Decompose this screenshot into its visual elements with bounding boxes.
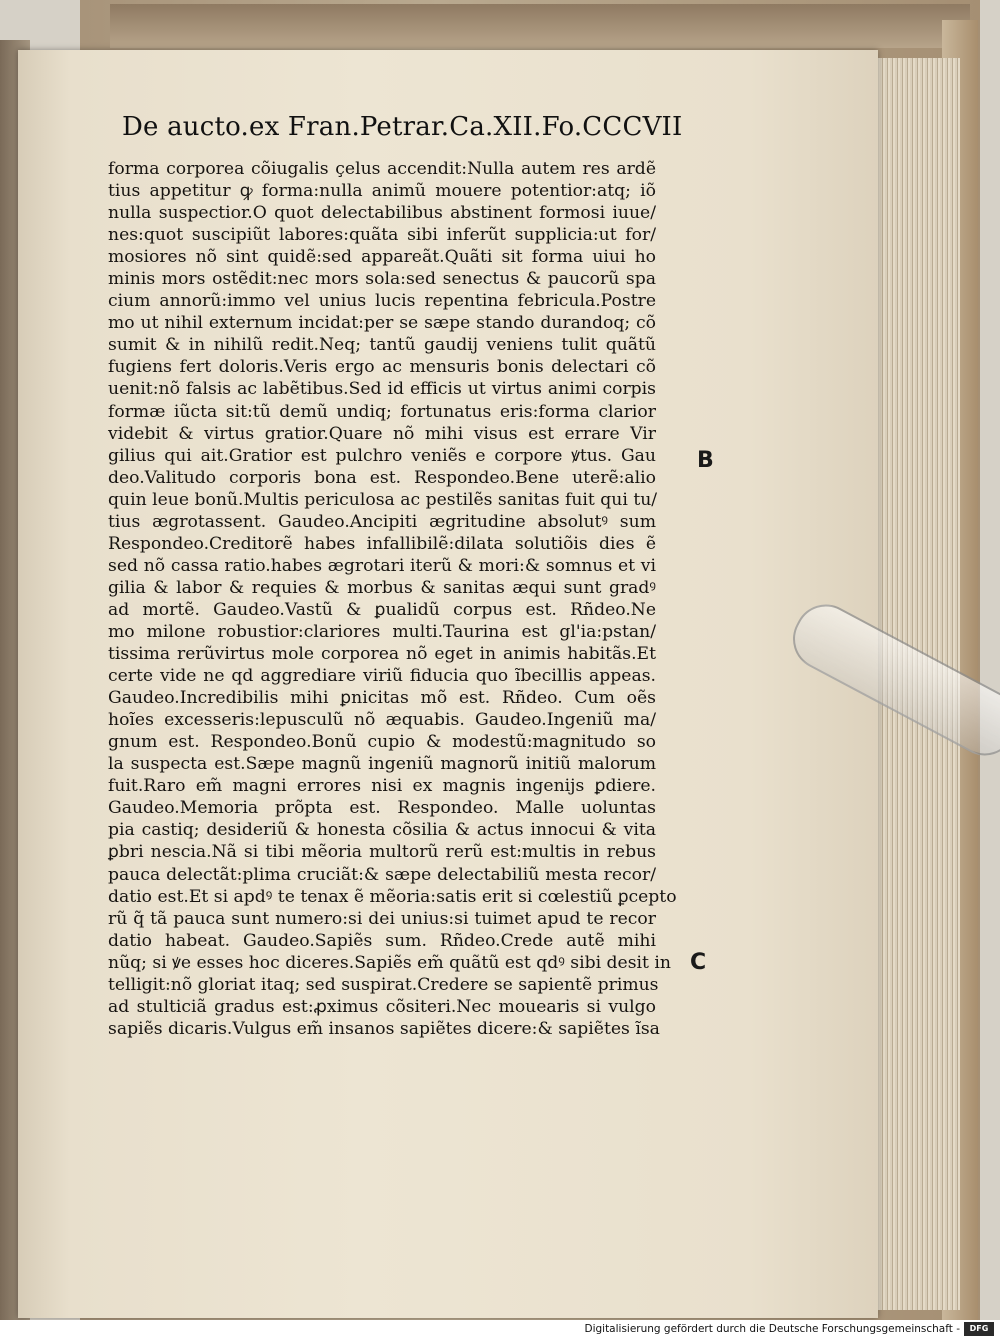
text-line: rũ q̃ tã pauca sunt numero:si dei unius:si tuimet apud te recor: [108, 908, 656, 929]
text-line: formæ iũcta sit:tũ demũ undiq; fortunatus eris:forma clarior: [108, 401, 656, 422]
text-line: hoĩes excesseris:lepusculũ nõ æquabis. Gaudeo.Ingeniũ ma/: [108, 710, 656, 731]
text-line: videbit & virtus gratior.Quare nõ mihi visus est errare Vir: [108, 423, 656, 444]
text-line: mosiores nõ sint quidẽ:sed appareãt.Quãti sit forma uiui ho: [108, 247, 656, 268]
funding-credit: Digitalisierung gefördert durch die Deutsche Forschungsgemeinschaft -: [584, 1323, 960, 1335]
text-line: deo.Valitudo corporis bona est. Respondeo.Bene uterẽ:alio: [108, 467, 656, 488]
text-line: ad mortẽ. Gaudeo.Vastũ & ꝑualidũ corpus est. Rñdeo.Ne: [108, 599, 656, 620]
text-line: quin leue bonũ.Multis periculosa ac pestilẽs sanitas fuit qui tu/: [108, 489, 658, 510]
folio-number: Fo.CCCVII: [541, 112, 683, 142]
text-line: gnum est. Respondeo.Bonũ cupio & modestũ:magnitudo so: [108, 732, 656, 753]
running-title: De aucto.ex Fran.Petrar.Ca.XII.: [122, 112, 542, 142]
margin-mark-b: B: [697, 448, 714, 473]
text-line: datio est.Et si apdꝰ te tenax ẽ mẽoria:satis erit si cœlestiũ ꝑcepto: [108, 886, 677, 907]
text-line: ꝑbri nescia.Nã si tibi mẽoria multorũ rerũ est:multis in rebus: [108, 842, 656, 863]
text-line: pauca delectãt:plima cruciãt:& sæpe delectabiliũ mesta recor/: [108, 864, 656, 885]
text-line: tissima rerũvirtus mole corporea nõ eget in animis habitãs.Et: [108, 644, 656, 665]
text-line: datio habeat. Gaudeo.Sapiẽs sum. Rñdeo.Crede autẽ mihi: [108, 930, 656, 951]
text-line: Respondeo.Creditorẽ habes infallibilẽ:dilata solutiõis dies ẽ: [108, 533, 656, 554]
text-line: gilia & labor & requies & morbus & sanitas æqui sunt gradꝰ: [108, 577, 656, 598]
text-line: Gaudeo.Memoria prõpta est. Respondeo. Malle uoluntas: [108, 798, 656, 819]
margin-mark-c: C: [690, 950, 707, 975]
text-line: tius ægrotassent. Gaudeo.Ancipiti ægritudine absolutꝰ sum: [108, 511, 656, 532]
page-header: [122, 112, 683, 142]
text-line: la suspecta est.Sæpe magnũ ingeniũ magnorũ initiũ malorum: [108, 754, 656, 775]
text-line: forma corporea cõiugalis çelus accendit:Nulla autem res ardẽ: [108, 159, 656, 179]
text-line: mo ut nihil externum incidat:per se sæpe stando durandoq; cõ: [108, 313, 656, 334]
book-top-edge: [110, 4, 970, 48]
text-line: minis mors ostẽdit:nec mors sola:sed senectus & paucorũ spa: [108, 269, 656, 290]
text-line: mo milone robustior:clariores multi.Taurina est gl'ia:pstan/: [108, 621, 656, 642]
text-line: uenit:nõ falsis ac labẽtibus.Sed id efficis ut virtus animi corpis: [108, 379, 656, 400]
text-line: ad stulticiã gradus est:ꝓximus cõsiteri.Nec mouearis si vulgo: [108, 996, 656, 1017]
text-line: Gaudeo.Incredibilis mihi ꝑnicitas mõ est. Rñdeo. Cum oẽs: [108, 688, 656, 709]
text-line: cium annorũ:immo vel unius lucis repentina febricula.Postre: [108, 291, 656, 312]
text-line: nũq; si ꝟe esses hoc diceres.Sapiẽs em̃ quãtũ est qdꝰ sibi desit in: [108, 952, 671, 973]
body-text: [108, 158, 677, 1040]
text-line: telligit:nõ gloriat itaq; sed suspirat.Credere se sapientẽ primus: [108, 974, 659, 995]
dfg-logo: DFG: [964, 1322, 994, 1336]
text-line: pia castiq; desideriũ & honesta cõsilia & actus innocui & vita: [108, 820, 656, 841]
text-line: tius appetitur ꝙ forma:nulla animũ mouere potentior:atq; iõ: [108, 181, 656, 202]
text-line: sed nõ cassa ratio.habes ægrotari iterũ & mori:& somnus et vi: [108, 555, 656, 576]
text-line: sumit & in nihilũ redit.Neq; tantũ gaudij veniens tulit quãtũ: [108, 335, 656, 356]
text-line: fuit.Raro em̃ magni errores nisi ex magnis ingenijs ꝑdiere.: [108, 776, 656, 797]
text-line: fugiens fert doloris.Veris ergo ac mensuris bonis delectari cõ: [108, 357, 656, 378]
text-line: nulla suspectior.O quot delectabilibus abstinent formosi iuue/: [108, 203, 656, 224]
text-line: gilius qui ait.Gratior est pulchro veniẽs e corpore ꝟtus. Gau: [108, 445, 656, 466]
text-line: certe vide ne qd aggrediare viriũ fiducia quo ĩbecillis appeas.: [108, 666, 656, 687]
text-line: nes:quot suscipiũt labores:quãta sibi inferũt supplicia:ut for/: [108, 225, 656, 246]
text-line: sapiẽs dicaris.Vulgus em̃ insanos sapiẽtes dicere:& sapiẽtes ĩsa: [108, 1018, 660, 1039]
